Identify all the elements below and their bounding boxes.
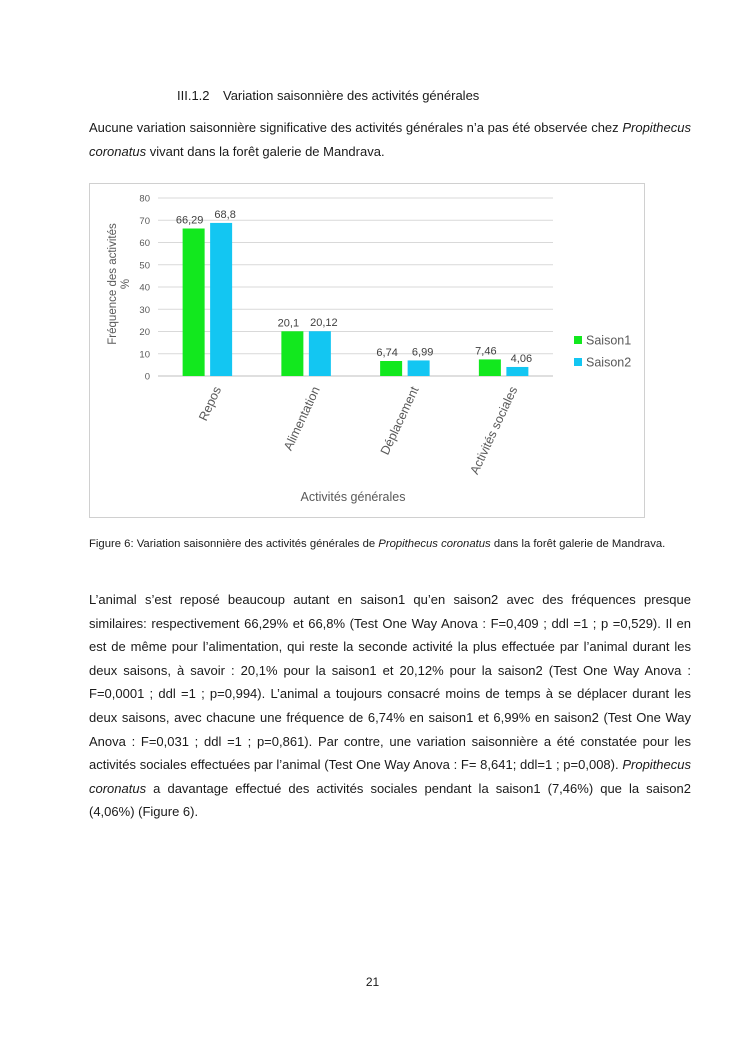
- bar-saison1: [479, 359, 501, 376]
- data-label: 66,29: [175, 214, 204, 227]
- y-tick-label: 10: [139, 349, 150, 361]
- y-tick-label: 30: [139, 304, 150, 316]
- y-tick-label: 20: [139, 327, 150, 338]
- y-tick-label: 80: [139, 193, 150, 205]
- caption-prefix: Figure 6: Variation saisonnière des activités générales de: [89, 538, 379, 550]
- y-tick-label: 70: [139, 215, 150, 227]
- bar-saison1: [183, 229, 205, 376]
- discussion-text-1: L’animal s’est reposé beaucoup autant en saison1 qu’en saison2 avec des fréquences presque similaires: respectivement 66,29% et 66,8% (Test One Way Anova : F=0,409 ; ddl =1 ; p =0,529). Il en est de même pour l’alimentation, qui reste la seconde activité la plus effectuée par l’animal durant les deux saisons, à savoir : 20,1% pour la saison1 et 20,12% pour la saison2 (Test One Way Anova : F=0,0001 ; ddl =1 ; p=0,994). L’animal a toujours consacré moins de temps à se déplacer durant les deux saisons, avec chacune une fréquence de 6,74% en saison1 et 6,99% en saison2 (Test One Way Anova : F=0,031 ; ddl =1 ; p=0,861). Par contre, une variation saisonnière a été constatée pour les activités sociales effectuées par l’animal (Test One Way Anova : F= 8,641; ddl=1 ; p=0,008).: [89, 592, 691, 773]
- chart-canvas: [90, 184, 646, 519]
- bar-chart: [89, 183, 645, 518]
- data-label: 7,46: [475, 345, 497, 358]
- y-tick-label: 50: [139, 260, 150, 272]
- y-axis-title: Fréquence des activités%: [107, 223, 132, 345]
- figure-caption: [89, 534, 689, 555]
- discussion-text-2: a davantage effectué des activités sociales pendant la saison1 (7,46%) que la saison2 (4,06%) (Figure 6).: [89, 780, 691, 820]
- caption-suffix: dans la forêt galerie de Mandrava.: [490, 538, 666, 550]
- page-number: 21: [365, 975, 380, 989]
- chart-legend: [574, 334, 631, 370]
- bar-saison1: [380, 361, 402, 376]
- intro-species-name: Propithecus coronatus: [89, 120, 691, 159]
- section-heading: [177, 88, 479, 103]
- intro-text-after: vivant dans la forêt galerie de Mandrava.: [146, 143, 385, 159]
- data-label: 4,06: [510, 352, 533, 365]
- x-tick-label: Repos: [196, 384, 225, 424]
- intro-paragraph: [89, 116, 691, 163]
- x-tick-label: Déplacement: [377, 384, 422, 458]
- x-tick-label: Alimentation: [281, 384, 323, 453]
- data-label: 6,74: [376, 347, 398, 360]
- legend-label: Saison1: [586, 333, 632, 348]
- section-title: Variation saisonnière des activités générales: [223, 88, 480, 103]
- section-number: III.1.2: [177, 88, 210, 103]
- caption-species-name: Propithecus coronatus: [378, 538, 491, 550]
- data-label: 20,12: [310, 317, 338, 330]
- y-tick-label: 40: [139, 282, 150, 294]
- data-label: 68,8: [214, 208, 236, 221]
- legend-swatch: [574, 358, 582, 366]
- x-axis-title: Activités générales: [300, 490, 406, 504]
- data-label: 20,1: [277, 317, 300, 330]
- discussion-paragraph: [89, 588, 691, 824]
- legend-swatch: [574, 336, 582, 344]
- x-tick-label: Activités sociales: [467, 384, 521, 477]
- discussion-species-name: Propithecus coronatus: [89, 757, 691, 796]
- y-tick-label: 60: [139, 238, 150, 249]
- legend-label: Saison2: [586, 355, 632, 370]
- bar-saison2: [210, 223, 232, 376]
- bar-saison2: [506, 367, 528, 376]
- bar-saison2: [408, 360, 430, 376]
- y-tick-label: 0: [144, 371, 150, 383]
- bar-saison2: [309, 331, 331, 376]
- intro-text-before: Aucune variation saisonnière significative des activités générales n’a pas été observée chez: [89, 120, 623, 135]
- data-label: 6,99: [411, 346, 434, 359]
- bar-saison1: [281, 331, 303, 376]
